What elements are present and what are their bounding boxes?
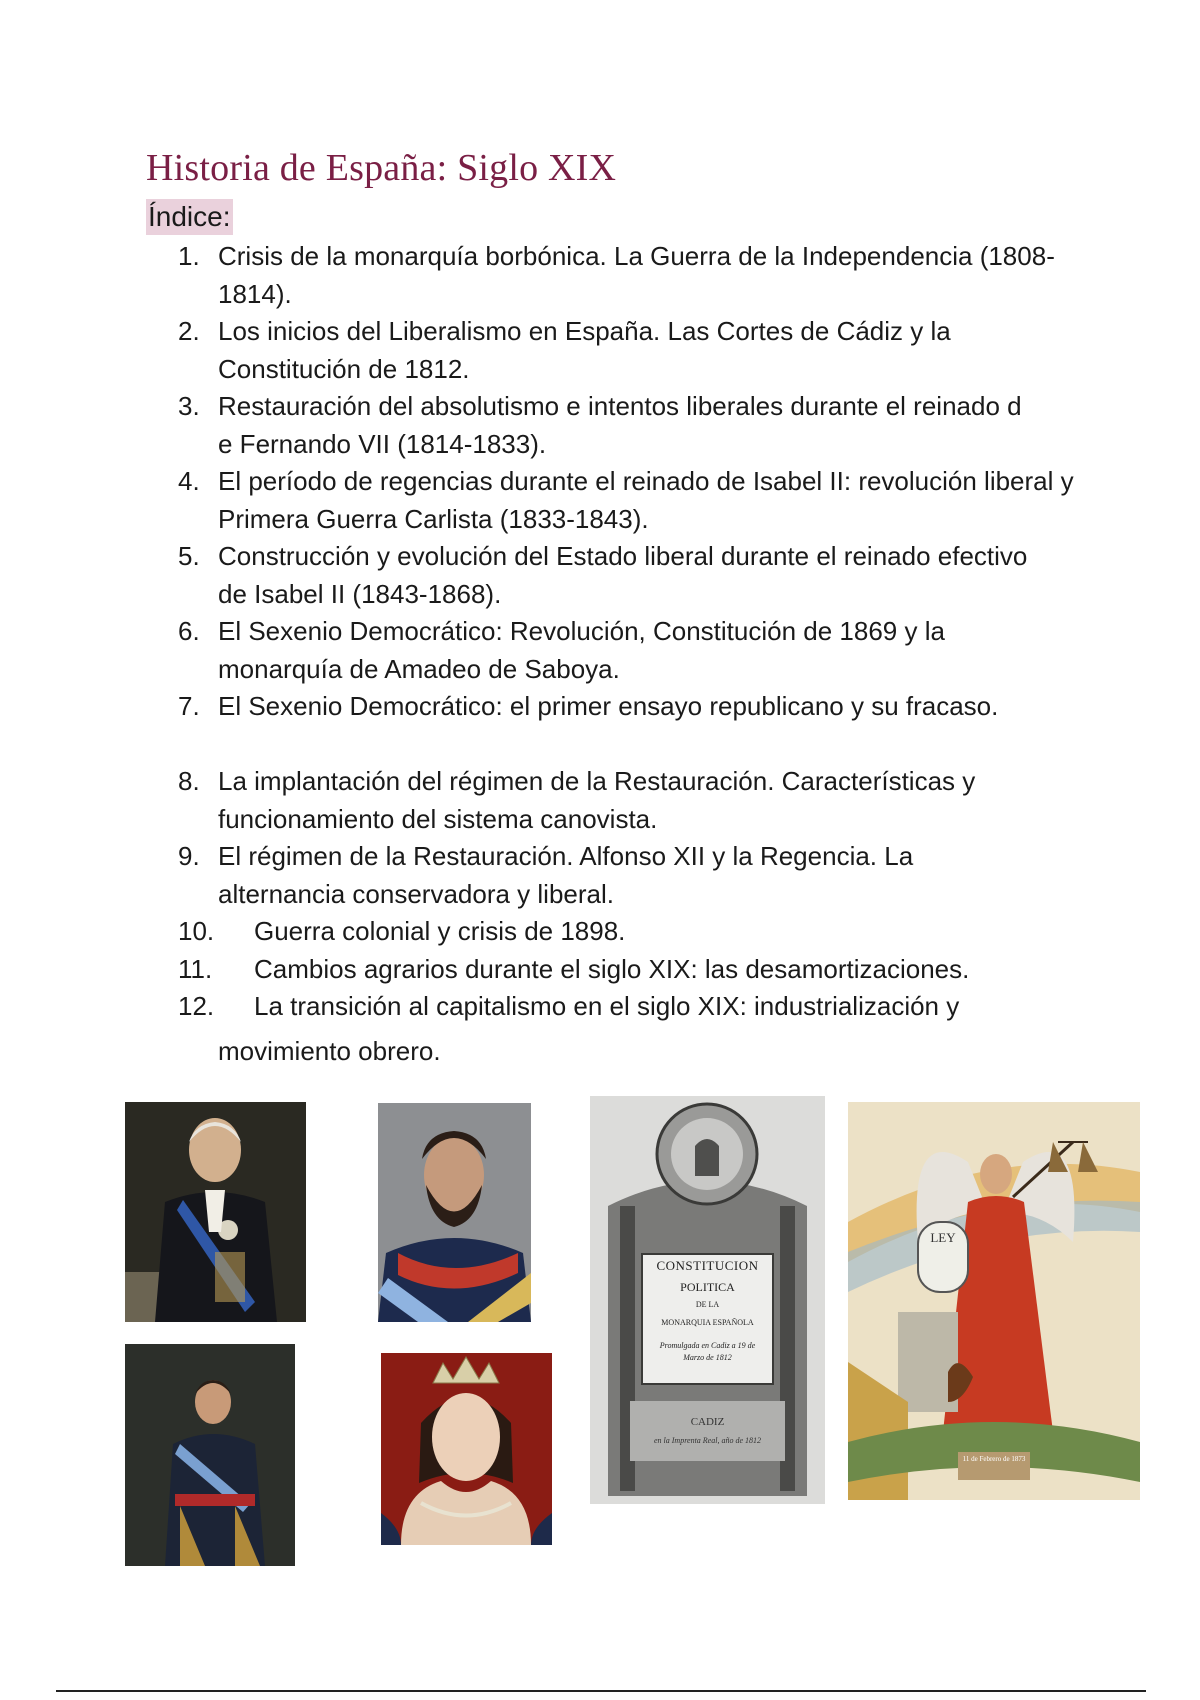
toc-item	[178, 988, 1078, 1070]
portrait-queen-isabel-image	[381, 1353, 552, 1545]
toc-text: El régimen de la Restauración. Alfonso XII y la Regencia. La alternancia conservadora y liberal.	[218, 841, 914, 909]
constitution-line2-text: POLITICA	[680, 1280, 735, 1294]
portrait-statesman-image	[125, 1102, 306, 1322]
toc-text: Cambios agrarios durante el siglo XIX: las desamortizaciones.	[254, 953, 970, 984]
toc-item	[178, 538, 1078, 613]
toc-number: 12.	[178, 991, 215, 1021]
toc-item	[178, 388, 1078, 463]
toc-item	[178, 688, 1078, 763]
toc-text-continued: movimiento obrero.	[218, 1035, 441, 1066]
portrait-king-bearded-art	[378, 1103, 531, 1322]
toc-item	[178, 838, 1078, 913]
toc-text: La implantación del régimen de la Restauración. Características y funcionamiento del sistema canovista.	[218, 766, 976, 834]
republic-law-tablet-text: LEY	[930, 1230, 956, 1245]
toc-text: El Sexenio Democrático: el primer ensayo republicano y su fracaso.	[218, 691, 999, 721]
constitution-bottom1-text: CADIZ	[690, 1416, 725, 1428]
first-republic-allegory-image	[848, 1102, 1140, 1500]
toc-text: Crisis de la monarquía borbónica. La Guerra de la Independencia (1808-1814).	[218, 241, 1055, 309]
toc-number: 3.	[178, 391, 200, 421]
toc-number: 9.	[178, 841, 200, 871]
portrait-statesman-art	[125, 1102, 306, 1322]
toc-item	[178, 613, 1078, 688]
index-heading: Índice:	[146, 199, 233, 235]
toc-number: 1.	[178, 241, 200, 271]
constitution-1812-engraving-image	[590, 1096, 825, 1504]
toc-number: 6.	[178, 616, 200, 646]
toc-item	[178, 238, 1078, 313]
toc-text: Los inicios del Liberalismo en España. Las Cortes de Cádiz y la Constitución de 1812.	[218, 316, 951, 384]
toc-number: 8.	[178, 766, 200, 796]
portrait-king-fernando-image	[125, 1344, 295, 1566]
portrait-king-fernando-art	[125, 1344, 295, 1566]
republic-allegory-art	[848, 1102, 1140, 1500]
portrait-king-bearded-image	[378, 1103, 531, 1322]
constitution-heading-text: CONSTITUCION	[656, 1258, 759, 1273]
toc-text: La transición al capitalismo en el siglo XIX: industrialización y	[254, 991, 960, 1021]
toc-item	[178, 463, 1078, 538]
toc-number: 7.	[178, 691, 200, 721]
toc-item	[178, 951, 1078, 989]
constitution-line3-text: DE LA	[695, 1300, 720, 1309]
constitution-line5-text: Promulgada en Cadiz a 19 de Marzo de 1812	[659, 1341, 756, 1362]
toc-number: 2.	[178, 316, 200, 346]
toc-number: 11.	[178, 953, 213, 984]
toc-item	[178, 313, 1078, 388]
toc-number: 10.	[178, 916, 215, 946]
toc-number: 5.	[178, 541, 200, 571]
toc-text: El período de regencias durante el reinado de Isabel II: revolución liberal y Primera Guerra Carlista (1833-1843).	[218, 466, 1074, 534]
republic-banner-text: 11 de Febrero de 1873	[962, 1455, 1026, 1463]
toc-item	[178, 763, 1078, 838]
toc-number: 4.	[178, 466, 200, 496]
toc-text: Guerra colonial y crisis de 1898.	[254, 916, 626, 946]
toc-text: Restauración del absolutismo e intentos liberales durante el reinado d e Fernando VII (1814-1833).	[218, 391, 1022, 459]
table-of-contents	[178, 238, 1078, 1070]
constitution-line4-text: MONARQUIA ESPAÑOLA	[661, 1318, 754, 1327]
toc-item	[178, 913, 1078, 951]
page-title: Historia de España: Siglo XIX	[146, 147, 617, 189]
toc-text: El Sexenio Democrático: Revolución, Constitución de 1869 y la monarquía de Amadeo de Saboya.	[218, 616, 945, 684]
portrait-queen-isabel-art	[381, 1353, 552, 1545]
constitution-bottom2-text: en la Imprenta Real, año de 1812	[653, 1436, 761, 1445]
toc-text: Construcción y evolución del Estado liberal durante el reinado efectivo de Isabel II (1843-1868).	[218, 541, 1028, 609]
page-bottom-divider	[56, 1690, 1146, 1692]
